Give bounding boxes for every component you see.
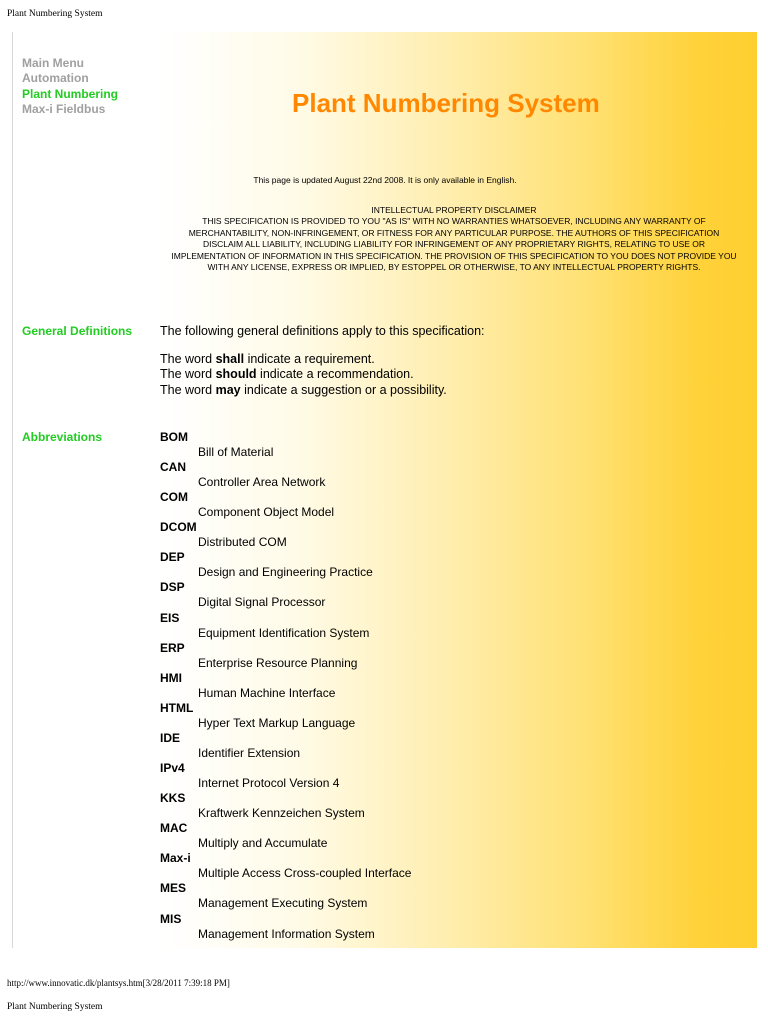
definition-line-should: [160, 367, 447, 382]
abbr-description: Digital Signal Processor: [198, 595, 326, 610]
definition-text: indicate a recommendation.: [256, 367, 414, 382]
disclaimer-line: THIS SPECIFICATION IS PROVIDED TO YOU "AS IS" WITH NO WARRANTIES WHATSOEVER, INCLUDING ANY WARRANTY OF: [202, 216, 706, 227]
abbr-term: Max-i: [160, 851, 191, 866]
print-header-title: Plant Numbering System: [7, 9, 103, 19]
definitions-intro: The following general definitions apply to this specification:: [160, 324, 485, 338]
definition-text: indicate a requirement.: [244, 352, 375, 366]
content-panel: [12, 32, 757, 948]
abbr-term: DEP: [160, 550, 185, 565]
disclaimer-line: IMPLEMENTATION OF INFORMATION IN THIS SPECIFICATION. THE PROVISION OF THIS SPECIFICATION TO YOU DOES NOT PROVIDE YOU: [171, 250, 737, 261]
definition-text: The word: [160, 367, 216, 382]
abbr-term: HTML: [160, 700, 194, 715]
abbr-description: Management Information System: [198, 926, 375, 941]
abbr-term: IPv4: [160, 761, 185, 776]
nav-item-automation[interactable]: Automation: [22, 71, 89, 86]
abbr-description: Hyper Text Markup Language: [198, 715, 356, 730]
updated-notice: This page is updated August 22nd 2008. It is only available in English.: [253, 175, 517, 185]
abbr-description: Controller Area Network: [198, 475, 326, 490]
nav-item-plant-numbering[interactable]: Plant Numbering: [22, 86, 119, 101]
definition-line-shall: [160, 352, 447, 367]
definition-text: The word: [160, 382, 216, 397]
abbreviations-list: [160, 430, 411, 942]
abbr-description: Internet Protocol Version 4: [198, 776, 340, 791]
print-footer-title: Plant Numbering System: [7, 1002, 103, 1012]
print-footer-url: http://www.innovatic.dk/plantsys.htm[3/28/2011 7:39:18 PM]: [7, 978, 230, 988]
abbr-term: MES: [160, 881, 187, 896]
abbr-description: Multiply and Accumulate: [198, 836, 328, 851]
abbr-term: DCOM: [160, 520, 197, 535]
definition-keyword: should: [215, 367, 257, 382]
definition-keyword: may: [215, 382, 241, 397]
abbreviations-label: Abbreviations: [22, 430, 103, 444]
abbr-term: BOM: [160, 430, 188, 444]
abbr-term: KKS: [160, 791, 186, 806]
abbr-term: MAC: [160, 821, 188, 836]
definitions-list: [160, 352, 447, 398]
definition-keyword: shall: [215, 352, 245, 366]
disclaimer-line: WITH ANY LICENSE, EXPRESS OR IMPLIED, BY ESTOPPEL OR OTHERWISE, TO ANY INTELLECTUAL PROPERTY RIGHTS.: [207, 262, 701, 273]
nav-item-max-i-fieldbus[interactable]: Max-i Fieldbus: [22, 101, 106, 116]
abbr-description: Bill of Material: [198, 445, 274, 459]
definition-text: The word: [160, 352, 216, 366]
abbr-term: COM: [160, 490, 188, 505]
abbr-description: Enterprise Resource Planning: [198, 655, 358, 670]
abbr-description: Management Executing System: [198, 896, 368, 911]
page-title: Plant Numbering System: [292, 88, 600, 118]
abbr-term: IDE: [160, 730, 181, 745]
abbr-description: Kraftwerk Kennzeichen System: [198, 806, 365, 821]
definition-text: indicate a suggestion or a possibility.: [240, 382, 447, 397]
abbr-term: HMI: [160, 670, 182, 685]
abbr-term: CAN: [160, 460, 186, 475]
nav-menu: [22, 56, 118, 117]
abbr-description: Equipment Identification System: [198, 625, 370, 640]
disclaimer-line: MERCHANTABILITY, NON-INFRINGEMENT, OR FITNESS FOR ANY PARTICULAR PURPOSE. THE AUTHORS OF THIS SPECIFICATION: [188, 227, 720, 238]
abbr-description: Component Object Model: [198, 505, 335, 520]
nav-item-main-menu[interactable]: Main Menu: [22, 56, 84, 70]
abbr-description: Multiple Access Cross-coupled Interface: [198, 866, 412, 881]
definition-line-may: [160, 383, 447, 398]
abbr-term: EIS: [160, 610, 180, 625]
abbr-term: ERP: [160, 640, 185, 655]
abbr-term: MIS: [160, 911, 182, 926]
abbr-description: Design and Engineering Practice: [198, 565, 373, 580]
abbr-description: Human Machine Interface: [198, 685, 336, 700]
abbr-description: Identifier Extension: [198, 745, 301, 760]
ip-disclaimer: [153, 205, 755, 273]
abbr-term: DSP: [160, 580, 185, 595]
general-definitions-label: General Definitions: [22, 324, 133, 338]
disclaimer-line: DISCLAIM ALL LIABILITY, INCLUDING LIABILITY FOR INFRINGEMENT OF ANY PROPRIETARY RIGHTS, RELATING TO USE OR: [202, 239, 706, 250]
abbr-description: Distributed COM: [198, 535, 287, 550]
disclaimer-heading: INTELLECTUAL PROPERTY DISCLAIMER: [371, 205, 537, 215]
